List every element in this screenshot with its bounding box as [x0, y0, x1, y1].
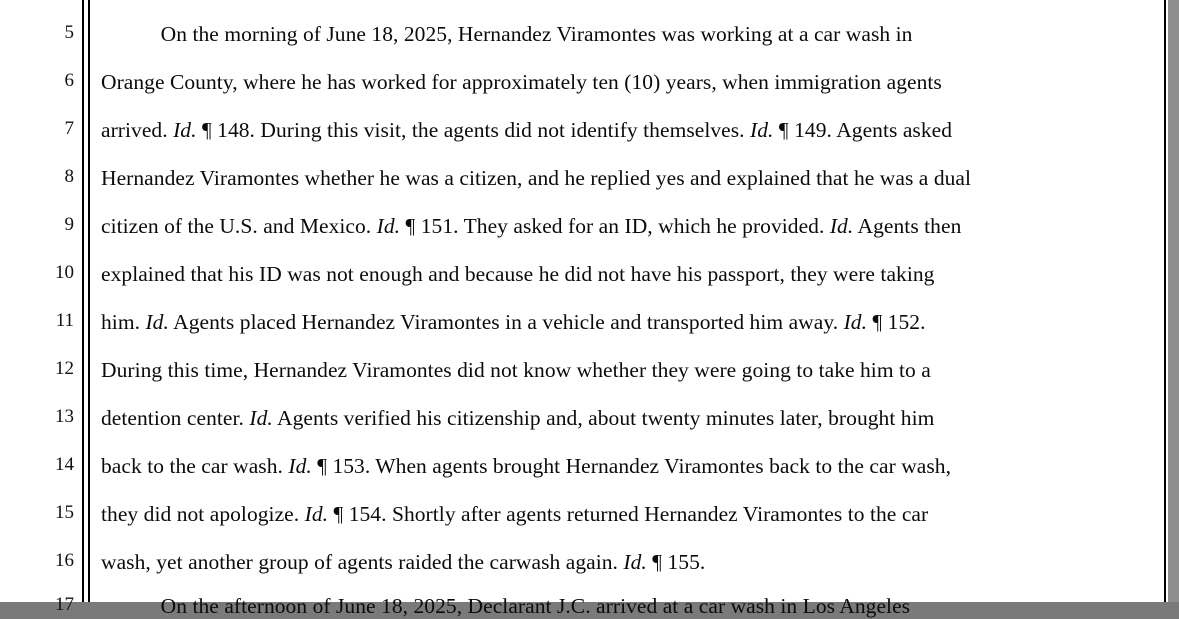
paragraph-line [101, 550, 1146, 575]
line-number: 14 [55, 454, 74, 475]
citation-italic: Id. [829, 214, 854, 238]
citation-italic: Id. [145, 310, 169, 334]
page-background-outside [1168, 0, 1179, 602]
citation-italic: Id. [173, 118, 197, 142]
citation-italic: Id. [249, 406, 273, 430]
text-run: back to the car wash. [101, 454, 289, 478]
line-number: 13 [55, 406, 74, 427]
text-run: ¶ 148. During this visit, the agents did not identify themselves. [196, 118, 751, 142]
text-run: Agents verified his citizenship and, about twenty minutes later, brought him [272, 406, 935, 430]
paragraph-line [101, 118, 1146, 143]
paragraph-line [101, 358, 1146, 383]
margin-rule-outer [82, 0, 84, 602]
left-margin [0, 0, 30, 602]
paragraph-line [101, 310, 1146, 335]
paragraph-line [101, 70, 1146, 95]
text-run: ¶ 151. They asked for an ID, which he provided. [400, 214, 830, 238]
line-number-column [30, 0, 80, 615]
line-number: 15 [55, 502, 74, 523]
text-run: Agents placed Hernandez Viramontes in a vehicle and transported him away. [168, 310, 844, 334]
paragraph-line [101, 406, 1146, 431]
text-run: ¶ 149. Agents asked [773, 118, 953, 142]
text-run: On the morning of June 18, 2025, Hernandez Viramontes was working at a car wash in [101, 22, 913, 46]
line-number: 17 [55, 594, 74, 615]
document-body [101, 0, 1146, 618]
text-run: ¶ 155. [646, 550, 706, 574]
citation-italic: Id. [750, 118, 774, 142]
citation-italic: Id. [843, 310, 868, 334]
paragraph-line [101, 214, 1146, 239]
margin-rule-inner [88, 0, 90, 602]
text-run: On the afternoon of June 18, 2025, Declarant J.C. arrived at a car wash in Los Angeles [101, 594, 911, 618]
text-run: wash, yet another group of agents raided the carwash again. [101, 550, 624, 574]
page-right-border [1164, 0, 1166, 602]
paragraph-line [101, 454, 1146, 479]
citation-italic: Id. [304, 502, 329, 526]
paragraph-line [101, 262, 1146, 287]
text-run: Agents then [853, 214, 962, 238]
line-number: 16 [55, 550, 74, 571]
line-number: 7 [64, 118, 74, 139]
paragraph-line [101, 166, 1146, 191]
citation-italic: Id. [623, 550, 647, 574]
paragraph-line [101, 22, 1146, 47]
text-run: Orange County, where he has worked for approximately ten (10) years, when immigration agents [101, 70, 942, 94]
text-run: him. [101, 310, 146, 334]
line-number: 6 [64, 70, 74, 91]
paragraph-line [101, 502, 1146, 527]
text-run: detention center. [101, 406, 250, 430]
text-run: explained that his ID was not enough and because he did not have his passport, they were taking [101, 262, 935, 286]
text-run: Hernandez Viramontes whether he was a citizen, and he replied yes and explained that he was a dual [101, 166, 972, 190]
text-run: ¶ 154. Shortly after agents returned Hernandez Viramontes to the car [328, 502, 929, 526]
line-number: 8 [64, 166, 74, 187]
text-run: arrived. [101, 118, 174, 142]
line-number: 12 [55, 358, 74, 379]
line-number: 10 [55, 262, 74, 283]
text-run: they did not apologize. [101, 502, 305, 526]
text-run: citizen of the U.S. and Mexico. [101, 214, 377, 238]
text-run: During this time, Hernandez Viramontes did not know whether they were going to take him to a [101, 358, 931, 382]
citation-italic: Id. [376, 214, 401, 238]
text-run: ¶ 152. [867, 310, 926, 334]
line-number: 5 [64, 22, 74, 43]
paragraph-line [101, 594, 1146, 618]
line-number: 9 [64, 214, 74, 235]
citation-italic: Id. [288, 454, 312, 478]
text-run: ¶ 153. When agents brought Hernandez Viramontes back to the car wash, [311, 454, 952, 478]
line-number: 11 [55, 310, 74, 331]
